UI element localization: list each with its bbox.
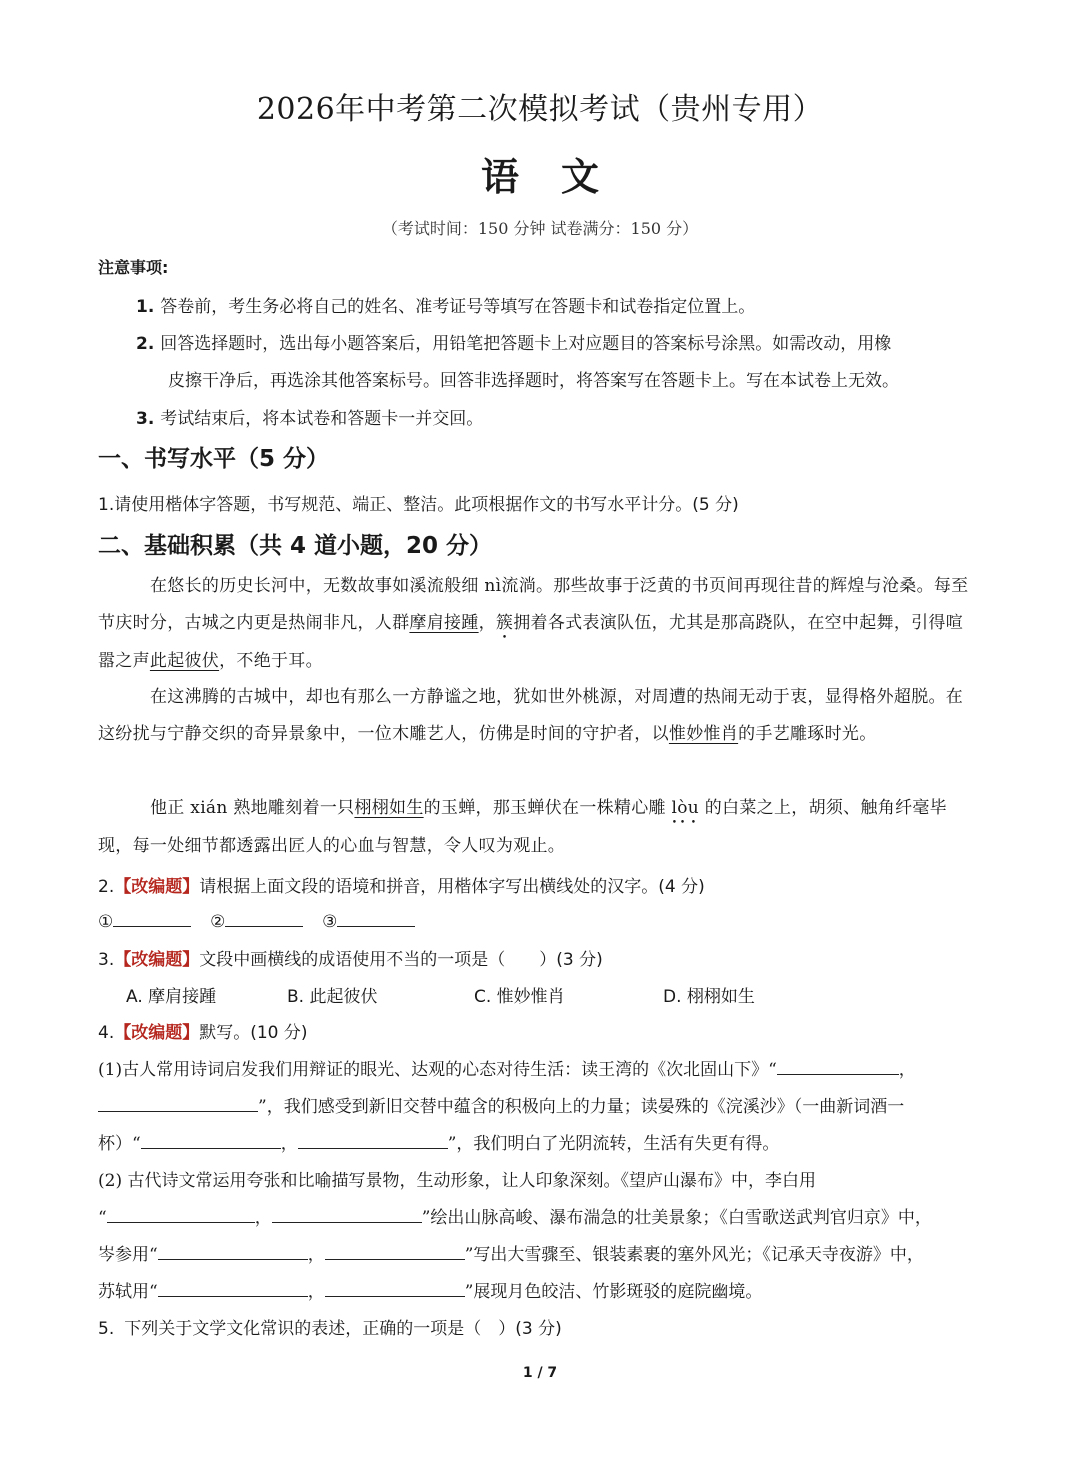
question-number: 3.	[98, 950, 115, 970]
blank-number: ①	[98, 911, 114, 932]
question-5	[98, 1314, 562, 1339]
underlined-idiom: 此起彼伏	[149, 651, 220, 671]
answer-blank[interactable]	[107, 1204, 255, 1223]
option-a[interactable]: A. 摩肩接踵	[126, 987, 217, 1007]
question-text: ”，我们感受到新旧交替中蕴含的积极向上的力量；读晏殊的《浣溪沙》（一曲新词酒一	[258, 1097, 905, 1117]
answer-blank[interactable]	[325, 1241, 465, 1260]
notice-item-num: 2.	[136, 334, 155, 354]
question-number: 4.	[98, 1023, 115, 1043]
notice-item-1	[136, 292, 755, 317]
question-number: 5.	[98, 1319, 115, 1339]
question-text: ”，我们明白了光阴流转，生活有失更有得。	[447, 1134, 780, 1154]
answer-blank[interactable]	[298, 1130, 448, 1149]
punct: ，	[254, 1208, 272, 1228]
adapted-tag: 【改编题】	[114, 1023, 200, 1043]
section-1-heading: 一、书写水平（5 分）	[98, 446, 330, 472]
answer-blank[interactable]	[337, 908, 415, 927]
question-number: 2.	[98, 877, 115, 897]
passage-text: 的手艺雕琢时光。	[738, 724, 877, 744]
notice-item-text: 回答选择题时，选出每小题答案后，用铅笔把答题卡上对应题目的答案标号涂黑。如需改动，用橡	[160, 334, 892, 354]
notice-item-num: 1.	[136, 297, 155, 317]
q4-1-line-1	[98, 1055, 916, 1080]
passage-text: ，	[478, 613, 496, 633]
punct: ，	[307, 1245, 325, 1265]
punct: ，	[898, 1060, 916, 1080]
q4-2-line-1: (2) 古代诗文常运用夸张和比喻描写景物，生动形象，让人印象深刻。《望庐山瀑布》中，李白用	[98, 1171, 816, 1191]
notice-item-3	[136, 404, 483, 429]
answer-blank[interactable]	[777, 1056, 899, 1075]
q4-2-line-2	[98, 1203, 932, 1228]
passage-text: 在悠长的历史长河中，无数故事如溪流般细 nì流淌。那些故事于泛黄的书页间再现往昔的辉煌与沧桑。每至节庆时分，古城之内更是热闹非凡，人群	[98, 576, 969, 633]
passage-text: 的白菜之上，胡须、触角纤毫毕现，每一处细节都透露出匠人的心血与智慧，令人叹为观止。	[98, 798, 947, 856]
question-text: 下列关于文学文化常识的表述，正确的一项是（ ）(3 分)	[124, 1319, 562, 1339]
answer-blank[interactable]	[158, 1241, 308, 1260]
q4-1-line-2	[98, 1092, 904, 1117]
passage-text: 拥着各式表演队伍，尤其是那高跷队，在空中起舞，引得喧嚣之声	[98, 613, 964, 671]
question-1: 1.请使用楷体字答题，书写规范、端正、整洁。此项根据作文的书写水平计分。(5 分)	[98, 495, 739, 515]
underlined-idiom: 惟妙惟肖	[668, 724, 739, 744]
notice-heading: 注意事项:	[98, 258, 169, 277]
passage-paragraph-1	[98, 568, 980, 680]
underlined-idiom: 摩肩接踵	[409, 613, 479, 633]
answer-blank[interactable]	[98, 1093, 258, 1112]
notice-item-2	[136, 329, 891, 354]
question-2	[98, 872, 705, 897]
question-text: 岑参用“	[98, 1245, 158, 1265]
answer-blanks-q2	[98, 908, 415, 932]
subject-title: 语文	[480, 154, 641, 199]
option-c[interactable]: C. 惟妙惟肖	[474, 987, 565, 1007]
punct: “	[98, 1208, 107, 1228]
q4-1-line-3	[98, 1129, 779, 1154]
adapted-tag: 【改编题】	[114, 950, 200, 970]
q4-2-line-3	[98, 1240, 924, 1265]
answer-blank[interactable]	[158, 1278, 308, 1297]
question-4	[98, 1018, 308, 1043]
passage-text: 的玉蝉，那玉蝉伏在一株精心雕	[423, 798, 672, 818]
answer-blank[interactable]	[272, 1204, 422, 1223]
question-text: (1)古人常用诗词启发我们用辩证的眼光、达观的心态对待生活：读王湾的《次北固山下》“	[98, 1060, 777, 1080]
answer-blank[interactable]	[113, 908, 191, 927]
answer-blank[interactable]	[325, 1278, 465, 1297]
blank-number: ②	[210, 911, 226, 932]
dotted-char: 簇	[495, 613, 514, 633]
section-2-heading: 二、基础积累（共 4 道小题，20 分）	[98, 533, 493, 559]
notice-item-num: 3.	[136, 409, 155, 429]
passage-text: 他正 xián 熟地雕刻着一只	[150, 798, 355, 818]
question-text: 苏轼用“	[98, 1282, 158, 1302]
adapted-tag: 【改编题】	[114, 877, 200, 897]
punct: ，	[307, 1282, 325, 1302]
option-b[interactable]: B. 此起彼伏	[287, 987, 378, 1007]
question-3	[98, 945, 603, 970]
notice-item-text: 答卷前，考生务必将自己的姓名、准考证号等填写在答题卡和试卷指定位置上。	[160, 297, 756, 317]
page-number: 1 / 7	[522, 1365, 558, 1381]
option-d[interactable]: D. 栩栩如生	[663, 987, 755, 1007]
notice-item-text: 考试结束后，将本试卷和答题卡一并交回。	[160, 409, 484, 429]
passage-text: 在这沸腾的古城中，却也有那么一方静谧之地，犹如世外桃源，对周遭的热闹无动于衷，显得格外超脱。在这纷扰与宁静交织的奇异景象中，一位木雕艺人，仿佛是时间的守护者，以	[98, 687, 964, 744]
exam-info: （考试时间：150 分钟 试卷满分：150 分）	[381, 219, 699, 238]
answer-blank[interactable]	[225, 908, 303, 927]
question-text: ”展现月色皎洁、竹影斑驳的庭院幽境。	[464, 1282, 763, 1302]
answer-blank[interactable]	[141, 1130, 281, 1149]
passage-text: ，不绝于耳。	[219, 651, 323, 671]
question-text: ”绘出山脉高峻、瀑布湍急的壮美景象；《白雪歌送武判官归京》中，	[421, 1208, 932, 1228]
question-text: 请根据上面文段的语境和拼音，用楷体字写出横线处的汉字。(4 分)	[199, 877, 705, 897]
question-text: ”写出大雪骤至、银装素裹的塞外风光；《记承天寺夜游》中，	[464, 1245, 924, 1265]
notice-item-2-cont: 皮擦干净后，再选涂其他答案标号。回答非选择题时，将答案写在答题卡上。写在本试卷上无效。	[168, 371, 899, 391]
passage-paragraph-2	[98, 679, 980, 753]
passage-paragraph-3	[98, 790, 980, 865]
punct: ，	[280, 1134, 298, 1154]
blank-number: ③	[322, 911, 338, 932]
question-text: 默写。(10 分)	[199, 1023, 308, 1043]
underlined-idiom: 栩栩如生	[354, 798, 424, 818]
question-text: 杯）“	[98, 1134, 141, 1154]
exam-title: 2026年中考第二次模拟考试（贵州专用）	[256, 92, 824, 127]
dotted-pinyin: lòu	[671, 798, 700, 818]
q4-2-line-4	[98, 1277, 762, 1302]
question-text: 文段中画横线的成语使用不当的一项是（ ）(3 分)	[199, 950, 603, 970]
